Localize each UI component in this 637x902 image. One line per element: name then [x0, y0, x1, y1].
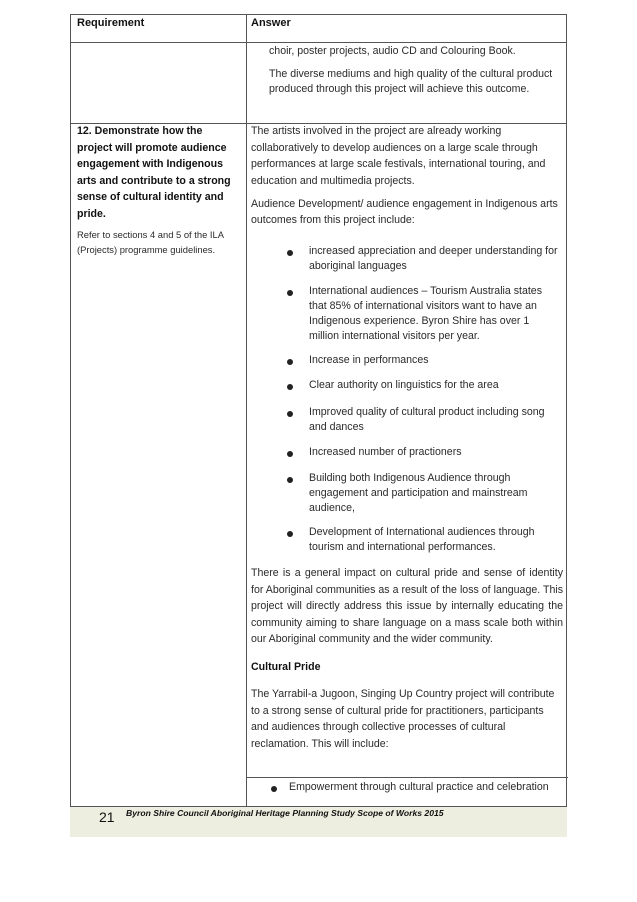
bullet-dot: [287, 477, 293, 483]
bullet-dot: [287, 250, 293, 256]
outcome-bullet: International audiences – Tourism Australia states that 85% of international visitors want to have an Indigenous experience. Byron Shire has over 1 million international visitors per year.: [309, 285, 542, 342]
bullet-dot: [287, 384, 293, 390]
column-divider: [246, 15, 247, 806]
bullet-dot: [287, 359, 293, 365]
outcome-bullet: Increased number of practioners: [309, 446, 462, 458]
outcome-bullet: Clear authority on linguistics for the area: [309, 379, 499, 391]
outcome-bullet: increased appreciation and deeper understanding for aboriginal languages: [309, 245, 558, 272]
outcomes-lead: Audience Development/ audience engagement in Indigenous arts outcomes from this project include:: [251, 198, 558, 226]
outcome-bullet: Increase in performances: [309, 354, 429, 366]
bullet-dot: [287, 531, 293, 537]
outcome-bullet: Improved quality of cultural product including song and dances: [309, 406, 545, 433]
outcome-bullet: Development of International audiences through tourism and international performances.: [309, 526, 535, 553]
section-divider: [246, 777, 568, 778]
outcome-bullet: Building both Indigenous Audience through engagement and participation and mainstream audience,: [309, 472, 528, 514]
footer-title: Byron Shire Council Aboriginal Heritage Planning Study Scope of Works 2015: [126, 808, 444, 818]
row1-outcome-text: The diverse mediums and high quality of the cultural product produced through this project will achieve this outcome.: [269, 68, 553, 95]
bullet-dot: [271, 786, 277, 792]
answer-intro: The artists involved in the project are already working collaboratively to develop audiences on a large scale through performances at large scale festivals, international touring, and education and multimedia projects.: [251, 125, 546, 187]
requirement-title: 12. Demonstrate how the project will promote audience engagement with Indigenous arts and contribute to a strong sense of cultural identity and pride.: [77, 125, 231, 220]
requirements-table: [70, 14, 567, 807]
impact-paragraph: There is a general impact on cultural pride and sense of identity for Aboriginal communities as a result of the loss of language. This project will directly address this issue by internally educating the community aiming to share language on a mass scale both within our Aboriginal community and the wider community.: [251, 567, 563, 645]
row1-continued-text: choir, poster projects, audio CD and Colouring Book.: [269, 45, 516, 57]
page-number: 21: [99, 809, 115, 825]
bullet-dot: [287, 451, 293, 457]
page-footer: [70, 807, 567, 837]
header-answer: Answer: [251, 17, 291, 29]
requirement-note: Refer to sections 4 and 5 of the ILA (Projects) programme guidelines.: [77, 228, 224, 255]
bullet-dot: [287, 290, 293, 296]
cultural-pride-text: The Yarrabil-a Jugoon, Singing Up Country project will contribute to a strong sense of cultural pride for practitioners, participants and audiences through collective processes of cultural reclamation. This will include:: [251, 688, 555, 750]
header-requirement: Requirement: [77, 17, 145, 29]
pride-bullet: Empowerment through cultural practice and celebration: [289, 781, 549, 793]
bullet-dot: [287, 411, 293, 417]
cultural-pride-heading: Cultural Pride: [251, 660, 321, 673]
